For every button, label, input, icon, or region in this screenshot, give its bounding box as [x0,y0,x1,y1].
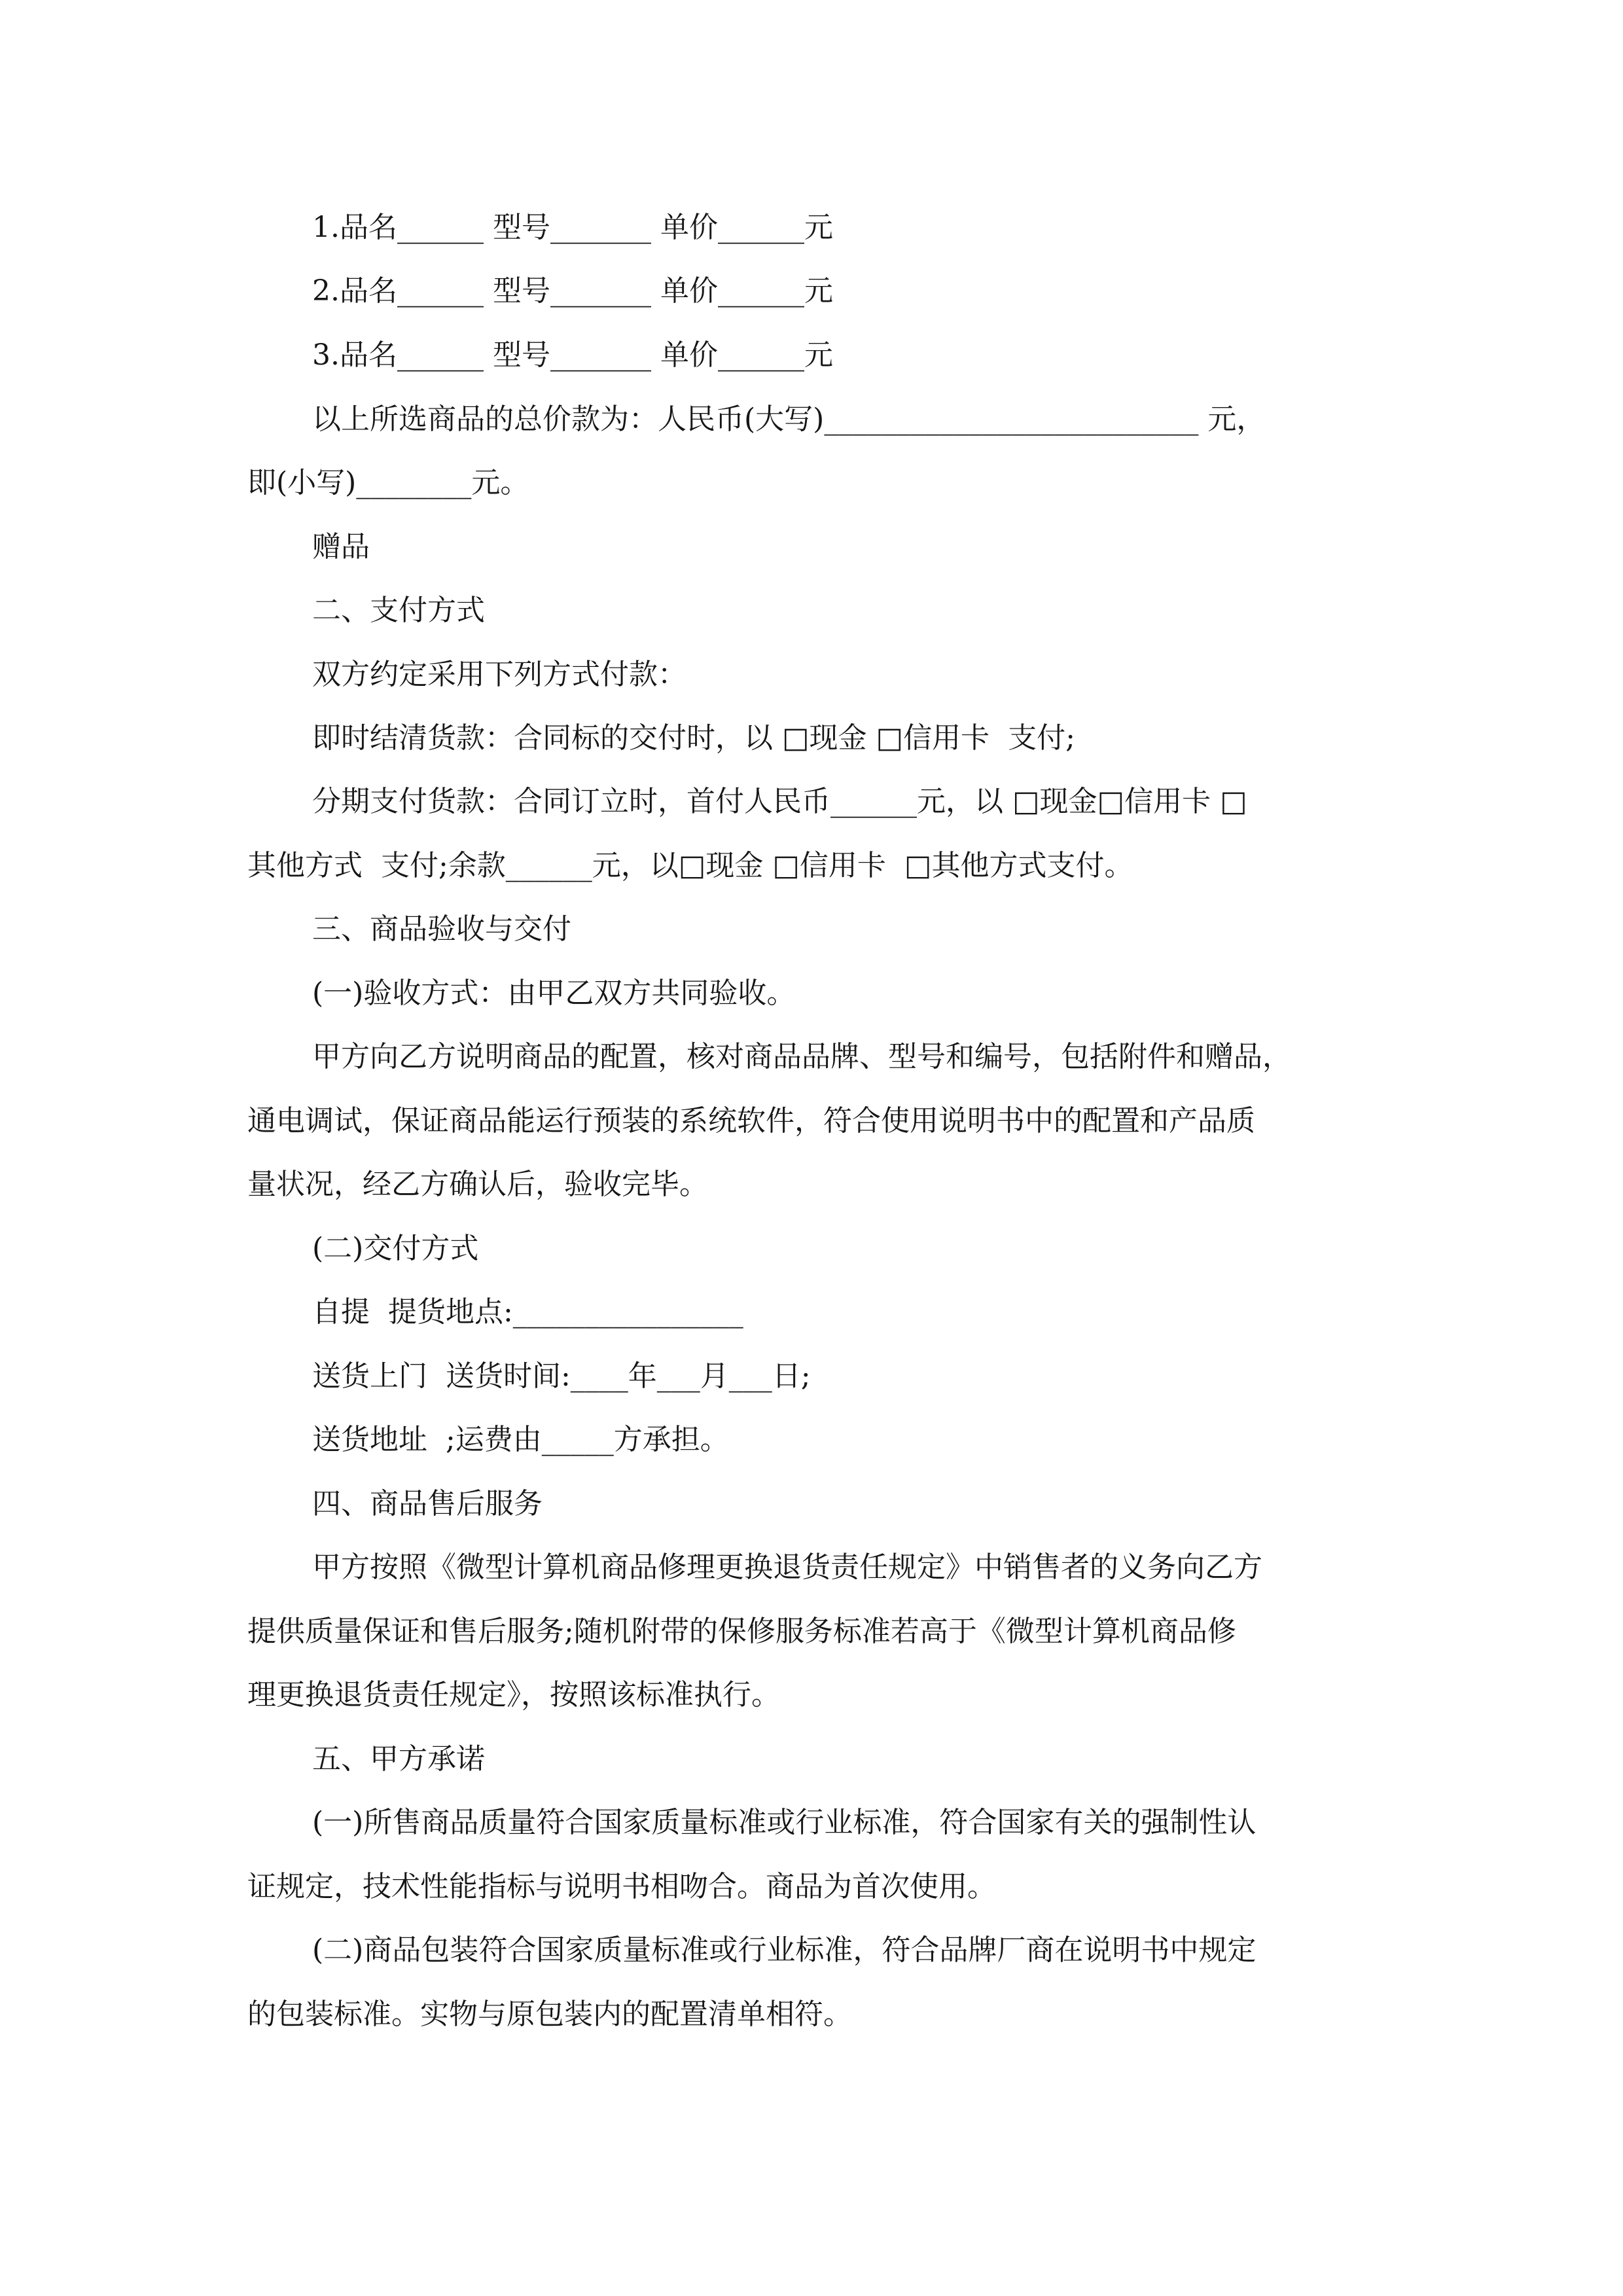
commitment-1-line-1: (一)所售商品质量符合国家质量标准或行业标准，符合国家有关的强制性认 [312,1806,1257,1839]
item-line-1: 1.品名______ 型号_______ 单价______元 [312,211,833,244]
item-line-3: 3.品名______ 型号_______ 单价______元 [312,338,833,372]
total-price-line: 以上所选商品的总价款为：人民币(大写)__________________________ 元， [312,403,1266,436]
after-sales-paragraph-line-2: 提供质量保证和售后服务;随机附带的保修服务标准若高于《微型计算机商品修 [247,1615,1236,1648]
section-heading-commitment: 五、甲方承诺 [312,1742,485,1776]
acceptance-paragraph-line-2: 通电调试，保证商品能运行预装的系统软件，符合使用说明书中的配置和产品质 [247,1104,1255,1138]
after-sales-paragraph-line-3: 理更换退货责任规定》，按照该标准执行。 [247,1678,780,1712]
payment-intro-line: 双方约定采用下列方式付款： [312,658,687,691]
installment-payment-line-cont: 其他方式 支付;余款______元，以□现金 □信用卡 □其他方式支付。 [247,849,1133,882]
section-heading-acceptance: 三、商品验收与交付 [312,912,571,946]
home-delivery-time-line: 送货上门 送货时间:____年___月___日; [312,1359,811,1393]
after-sales-paragraph-line-1: 甲方按照《微型计算机商品修理更换退货责任规定》中销售者的义务向乙方 [312,1551,1262,1584]
immediate-payment-line: 即时结清货款：合同标的交付时，以 □现金 □信用卡 支付; [312,721,1075,755]
self-pickup-line: 自提 提货地点:________________ [312,1295,743,1329]
acceptance-paragraph-line-3: 量状况，经乙方确认后，验收完毕。 [247,1168,708,1201]
acceptance-paragraph-line-1: 甲方向乙方说明商品的配置，核对商品品牌、型号和编号，包括附件和赠品， [312,1040,1291,1073]
delivery-method-heading: (二)交付方式 [312,1232,479,1265]
commitment-2-line-2: 的包装标准。实物与原包装内的配置清单相符。 [247,1998,852,2031]
commitment-2-line-1: (二)商品包装符合国家质量标准或行业标准，符合品牌厂商在说明书中规定 [312,1933,1257,1967]
acceptance-method-line: (一)验收方式：由甲乙双方共同验收。 [312,977,796,1010]
section-heading-payment: 二、支付方式 [312,594,485,627]
item-line-2: 2.品名______ 型号_______ 单价______元 [312,274,833,308]
delivery-address-line: 送货地址 ;运费由_____方承担。 [312,1423,729,1456]
installment-payment-line: 分期支付货款：合同订立时，首付人民币______元，以 □现金□信用卡 □ [312,785,1247,818]
gift-line: 赠品 [312,530,370,564]
commitment-1-line-2: 证规定，技术性能指标与说明书相吻合。商品为首次使用。 [247,1870,996,1903]
section-heading-after-sales: 四、商品售后服务 [312,1487,543,1520]
total-price-lowercase-line: 即(小写)________元。 [247,466,529,499]
